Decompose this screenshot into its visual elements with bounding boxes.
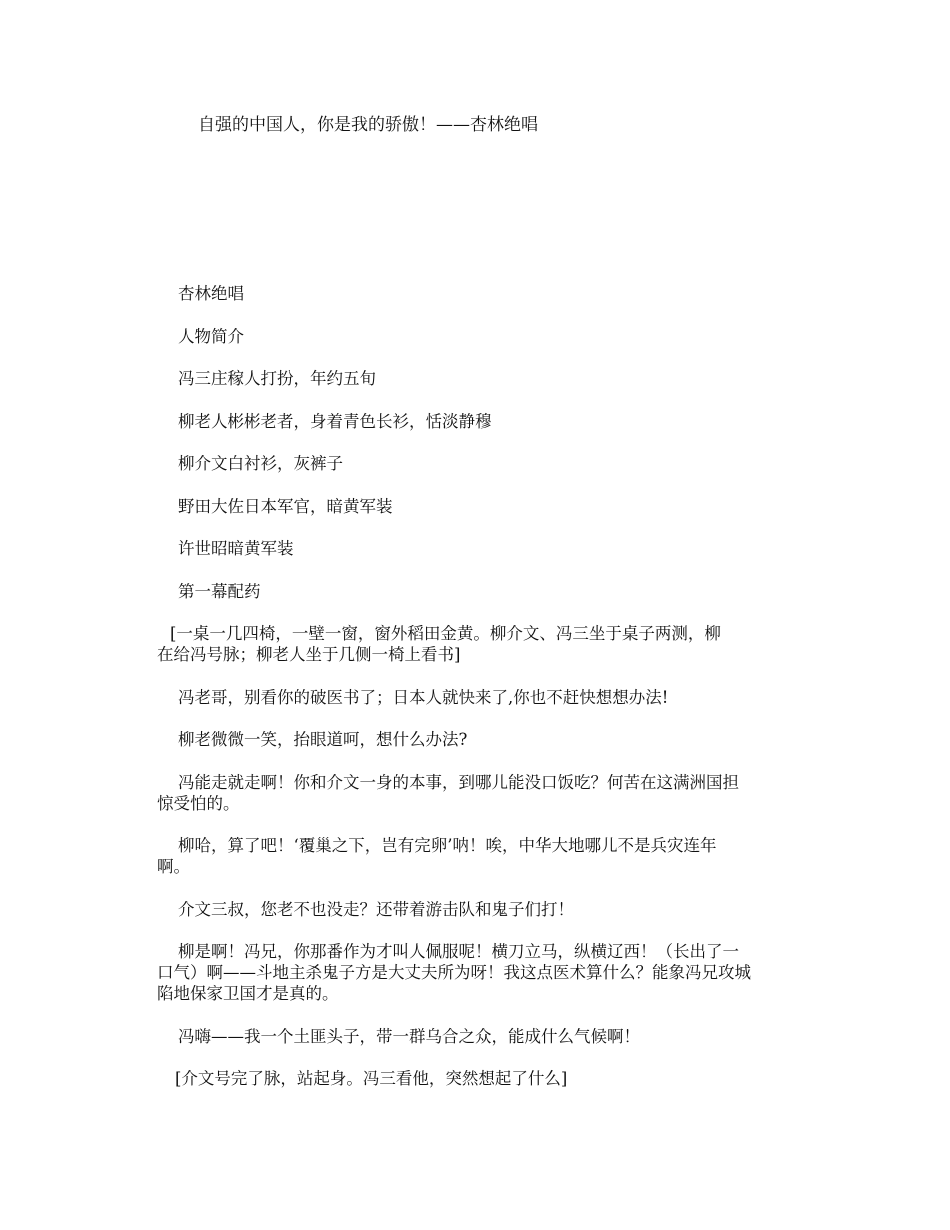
paragraph-dialogue: 冯嗨——我一个土匪头子，带一群乌合之众，能成什么气候啊！ xyxy=(178,1026,640,1046)
paragraph-stage-direction: [介文号完了脉，站起身。冯三看他，突然想起了什么] xyxy=(175,1069,568,1088)
paragraph-stage-direction: [一桌一几四椅，一壁一窗，窗外稻田金黄。柳介文、冯三坐于桌子两测，柳 在给冯号脉；柳老人坐于几侧一椅上看书] xyxy=(157,624,721,664)
paragraph-character: 柳介文白衬衫，灰裤子 xyxy=(178,454,343,473)
paragraph-dialogue: 介文三叔，您老不也没走？还带着游击队和鬼子们打！ xyxy=(178,899,574,919)
paragraph-character: 野田大佐日本军官，暗黄军装 xyxy=(178,496,393,516)
paragraph-act-title: 第一幕配药 xyxy=(178,581,261,601)
paragraph-heading: 杏林绝唱 xyxy=(178,284,244,303)
paragraph-character: 冯三庄稼人打扮，年约五旬 xyxy=(178,369,376,388)
paragraph-dialogue: 柳是啊！冯兄，你那番作为才叫人佩服呢！横刀立马，纵横辽西！（长出了一 口气）啊——斗地主杀鬼子方是大丈夫所为呀！我这点医术算什么？能象冯兄攻城 陷地保家卫国才是真的。 xyxy=(157,942,751,1003)
paragraph-section-title: 人物简介 xyxy=(178,326,244,346)
document-body xyxy=(157,283,814,1111)
document-title: 自强的中国人，你是我的骄傲！——杏林绝唱 xyxy=(198,115,538,135)
paragraph-dialogue: 柳哈，算了吧！‘覆巢之下，岂有完卵’呐！唉，中华大地哪儿不是兵灾连年 啊。 xyxy=(157,836,717,876)
paragraph-dialogue: 柳老微微一笑，抬眼道呵，想什么办法? xyxy=(178,730,468,749)
paragraph-dialogue: 冯老哥，别看你的破医书了；日本人就快来了,你也不赶快想想办法! xyxy=(178,687,669,707)
paragraph-character: 许世昭暗黄军装 xyxy=(178,539,294,558)
paragraph-character: 柳老人彬彬老者，身着青色长衫，恬淡静穆 xyxy=(178,411,492,431)
paragraph-dialogue: 冯能走就走啊！你和介文一身的本事，到哪儿能没口饭吃？何苦在这满洲国担 惊受怕的。 xyxy=(157,772,739,813)
